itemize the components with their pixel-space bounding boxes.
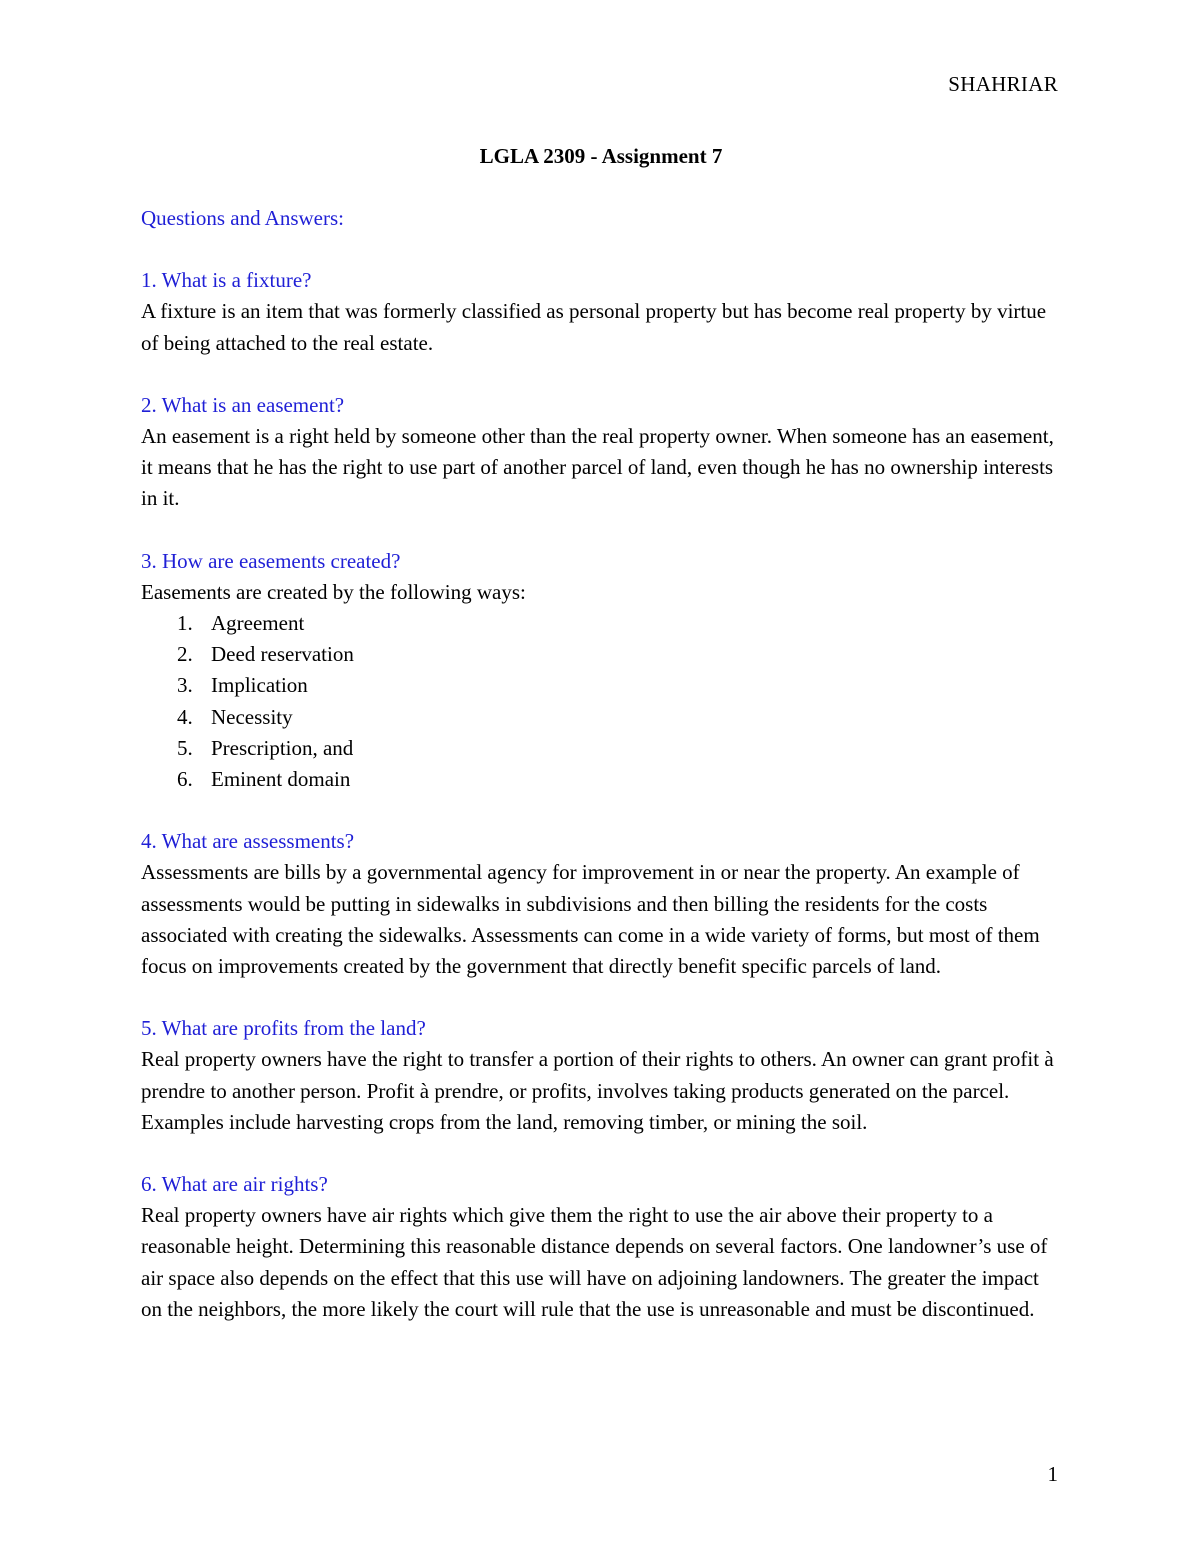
list-item-number: 1. bbox=[177, 611, 193, 636]
qa-block-1 bbox=[141, 265, 1061, 359]
list-item bbox=[177, 702, 1061, 733]
answer-3: Easements are created by the following ways: bbox=[141, 579, 526, 604]
answer-4: Assessments are bills by a governmental agency for improvement in or near the property. An example of assessments would be putting in sidewalks in subdivisions and then billing the residents for the costs associated with creating the sidewalks. Assessments can come in a wide variety of forms, but most of them focus on improvements created by the government that directly benefit specific parcels of land. bbox=[141, 860, 1040, 978]
question-6: 6. What are air rights? bbox=[141, 1171, 328, 1196]
question-3: 3. How are easements created? bbox=[141, 548, 401, 573]
answer-5: Real property owners have the right to transfer a portion of their rights to others. An owner can grant profit à prendre to another person. Profit à prendre, or profits, involves taking products generated on the parcel. Examples include harvesting crops from the land, removing timber, or mining the soil. bbox=[141, 1047, 1054, 1134]
answer-1: A fixture is an item that was formerly classified as personal property but has become real property by virtue of being attached to the real estate. bbox=[141, 299, 1047, 355]
section-intro: Questions and Answers: bbox=[141, 206, 344, 230]
list-item-text: Deed reservation bbox=[211, 642, 354, 667]
list-item-number: 3. bbox=[177, 673, 193, 698]
list-item bbox=[177, 733, 1061, 764]
question-1: 1. What is a fixture? bbox=[141, 268, 312, 293]
list-item-number: 6. bbox=[177, 766, 193, 791]
list-item bbox=[177, 764, 1061, 795]
list-item bbox=[177, 639, 1061, 670]
qa-block-3 bbox=[141, 546, 1061, 796]
list-item-number: 4. bbox=[177, 704, 193, 729]
qa-block-5 bbox=[141, 1013, 1061, 1138]
list-item-number: 2. bbox=[177, 642, 193, 667]
question-5: 5. What are profits from the land? bbox=[141, 1016, 426, 1041]
header-author-name: SHAHRIAR bbox=[948, 72, 1058, 96]
list-item-number: 5. bbox=[177, 735, 193, 760]
document-body bbox=[141, 141, 1061, 1325]
answer-6: Real property owners have air rights which give them the right to use the air above their property to a reasonable height. Determining this reasonable distance depends on several factors. One landowner’s use of air space also depends on the effect that this use will have on adjoining landowners. The greater the impact on the neighbors, the more likely the court will rule that the use is unreasonable and must be discontinued. bbox=[141, 1203, 1048, 1321]
qa-block-2 bbox=[141, 390, 1061, 515]
list-item-text: Prescription, and bbox=[211, 735, 354, 760]
question-4: 4. What are assessments? bbox=[141, 829, 355, 854]
qa-block-6 bbox=[141, 1169, 1061, 1325]
list-item-text: Implication bbox=[211, 673, 308, 698]
easement-ways-list bbox=[141, 608, 1061, 795]
list-item bbox=[177, 608, 1061, 639]
qa-block-4 bbox=[141, 826, 1061, 982]
answer-2: An easement is a right held by someone other than the real property owner. When someone has an easement, it means that he has the right to use part of another parcel of land, even though he has no ownership interests in it. bbox=[141, 424, 1054, 511]
page-number: 1 bbox=[1047, 1462, 1058, 1486]
list-item-text: Eminent domain bbox=[211, 766, 351, 791]
question-2: 2. What is an easement? bbox=[141, 392, 345, 417]
list-item-text: Agreement bbox=[211, 611, 305, 636]
list-item-text: Necessity bbox=[211, 704, 293, 729]
list-item bbox=[177, 670, 1061, 701]
document-title: LGLA 2309 - Assignment 7 bbox=[479, 144, 723, 168]
